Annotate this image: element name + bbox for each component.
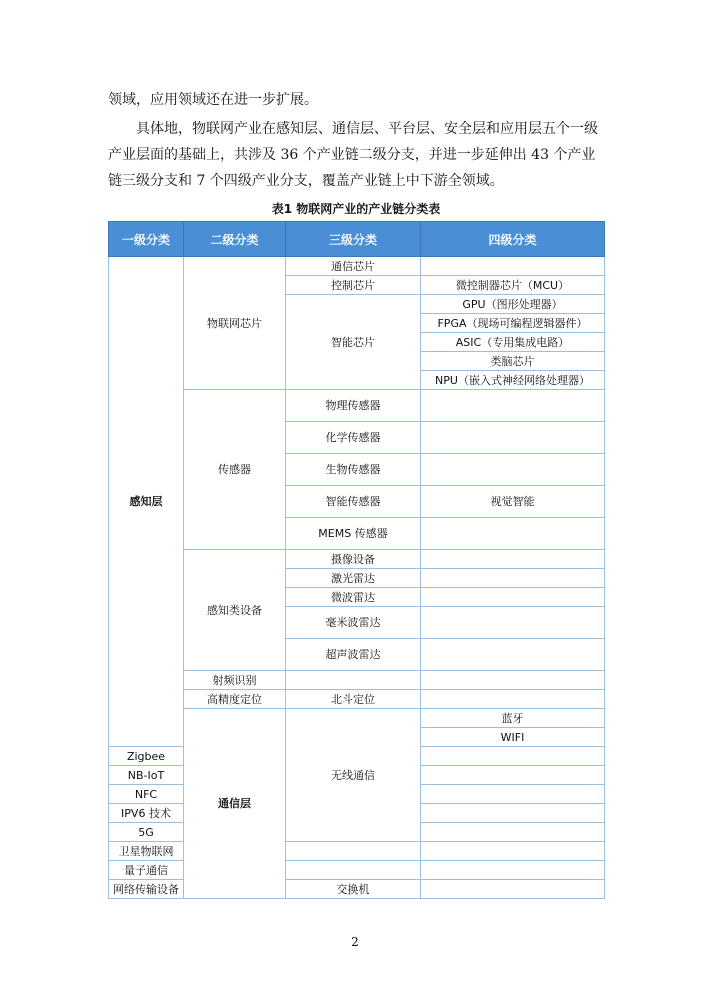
l4-brain: 类脑芯片 <box>421 352 605 371</box>
intro-line-1: 领域，应用领域还在进一步扩展。 <box>108 92 318 108</box>
table-row <box>109 671 605 690</box>
l4-empty <box>421 842 605 861</box>
header-level4: 四级分类 <box>421 222 605 257</box>
header-level1: 一级分类 <box>109 222 184 257</box>
l4-empty <box>421 390 605 422</box>
l3-comm-chip: 通信芯片 <box>286 257 421 276</box>
table-row <box>109 550 605 569</box>
l2-satellite: 卫星物联网 <box>109 842 184 861</box>
l3-empty <box>286 671 421 690</box>
l2-netequip: 网络传输设备 <box>109 880 184 899</box>
l4-empty <box>421 639 605 671</box>
l1-sensing: 感知层 <box>109 257 184 747</box>
l4-asic: ASIC（专用集成电路） <box>421 333 605 352</box>
l2-hpos: 高精度定位 <box>184 690 286 709</box>
l3-beidou: 北斗定位 <box>286 690 421 709</box>
intro-paragraph: 具体地，物联网产业在感知层、通信层、平台层、安全层和应用层五个一级产业层面的基础上，共涉及 36 个产业链二级分支，并进一步延伸出 43 个产业链三级分支和 7 个四级产业分支，覆盖产业链上中下游全领域。 <box>108 121 598 189</box>
l3-chem: 化学传感器 <box>286 422 421 454</box>
l3-wifi: WIFI <box>421 728 605 747</box>
l4-empty <box>421 823 605 842</box>
l3-zigbee: Zigbee <box>109 747 184 766</box>
header-level2: 二级分类 <box>184 222 286 257</box>
l3-5g: 5G <box>109 823 184 842</box>
l4-vision: 视觉智能 <box>421 486 605 518</box>
table-row <box>109 690 605 709</box>
l4-empty <box>421 518 605 550</box>
l3-nfc: NFC <box>109 785 184 804</box>
l4-fpga: FPGA（现场可编程逻辑器件） <box>421 314 605 333</box>
l3-smart-sensor: 智能传感器 <box>286 486 421 518</box>
l4-empty <box>421 766 605 785</box>
l4-empty <box>421 257 605 276</box>
l4-empty <box>421 607 605 639</box>
l3-phys: 物理传感器 <box>286 390 421 422</box>
table-row <box>109 257 605 276</box>
l4-empty <box>421 550 605 569</box>
industry-chain-table <box>108 221 605 899</box>
l2-sensor: 传感器 <box>184 390 286 550</box>
table-row <box>109 880 605 899</box>
table-row <box>109 861 605 880</box>
table-row <box>109 709 605 728</box>
l3-mems: MEMS 传感器 <box>286 518 421 550</box>
page-number: 2 <box>351 935 359 949</box>
l3-lidar: 激光雷达 <box>286 569 421 588</box>
l3-empty <box>286 842 421 861</box>
table-header-row <box>109 222 605 257</box>
l3-nbiot: NB-IoT <box>109 766 184 785</box>
l4-empty <box>421 861 605 880</box>
l3-ctrl-chip: 控制芯片 <box>286 276 421 295</box>
l4-npu: NPU（嵌入式神经网络处理器） <box>421 371 605 390</box>
l4-empty <box>421 880 605 899</box>
l4-empty <box>421 588 605 607</box>
l4-empty <box>421 785 605 804</box>
l2-rfid: 射频识别 <box>184 671 286 690</box>
table-caption: 表1 物联网产业的产业链分类表 <box>271 202 441 216</box>
l3-bt: 蓝牙 <box>421 709 605 728</box>
l4-empty <box>421 804 605 823</box>
l3-ipv6: IPV6 技术 <box>109 804 184 823</box>
l3-microwave: 微波雷达 <box>286 588 421 607</box>
l4-empty <box>421 690 605 709</box>
l3-camera: 摄像设备 <box>286 550 421 569</box>
l1-comm: 通信层 <box>184 709 286 899</box>
l2-device: 感知类设备 <box>184 550 286 671</box>
l4-empty <box>421 747 605 766</box>
l2-wireless: 无线通信 <box>286 709 421 842</box>
l3-empty <box>286 861 421 880</box>
l3-mmwave: 毫米波雷达 <box>286 607 421 639</box>
l3-bio: 生物传感器 <box>286 454 421 486</box>
l4-empty <box>421 454 605 486</box>
header-level3: 三级分类 <box>286 222 421 257</box>
l2-quantum: 量子通信 <box>109 861 184 880</box>
l4-empty <box>421 422 605 454</box>
l4-mcu: 微控制器芯片（MCU） <box>421 276 605 295</box>
l4-empty <box>421 671 605 690</box>
l3-ultrasonic: 超声波雷达 <box>286 639 421 671</box>
l4-gpu: GPU（图形处理器） <box>421 295 605 314</box>
table-row <box>109 390 605 422</box>
l3-smart-chip: 智能芯片 <box>286 295 421 390</box>
table-row <box>109 842 605 861</box>
l3-switch: 交换机 <box>286 880 421 899</box>
l4-empty <box>421 569 605 588</box>
l2-chip: 物联网芯片 <box>184 257 286 390</box>
